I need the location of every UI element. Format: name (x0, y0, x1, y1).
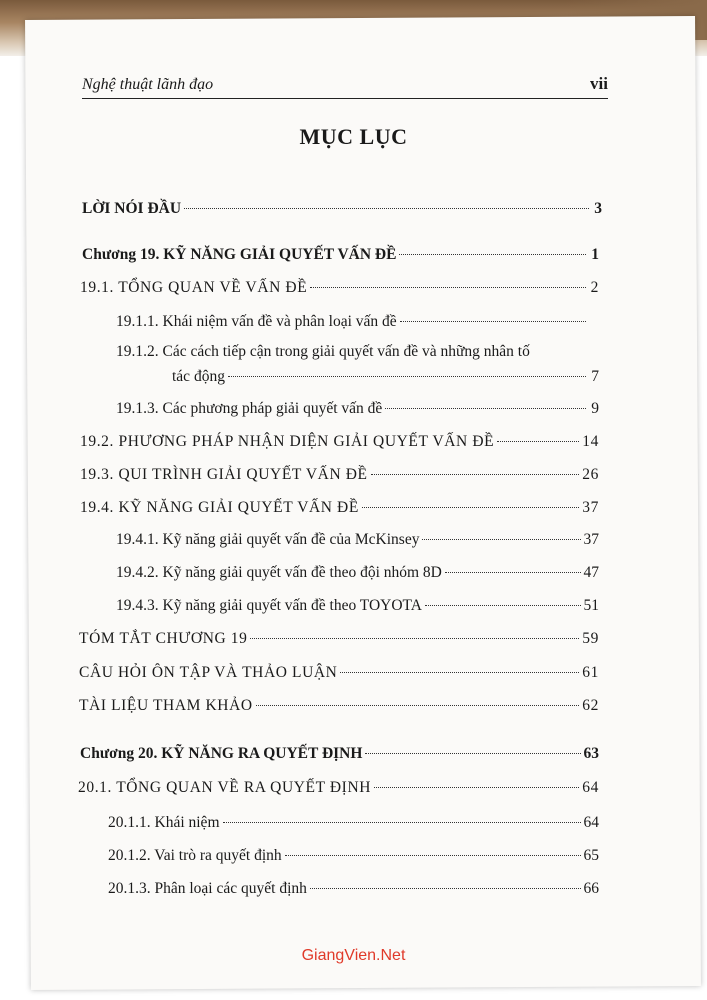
toc-entry-page: 26 (582, 466, 599, 483)
toc-entry-page: 7 (591, 368, 599, 385)
toc-entry-page: 37 (582, 499, 599, 516)
toc-entry-page: 2 (590, 279, 599, 296)
toc-entry-19-4-1[interactable] (116, 531, 599, 549)
leader-dots (223, 821, 581, 823)
toc-entry-19-4-2[interactable] (116, 564, 599, 582)
toc-entry-20-1-3[interactable] (108, 880, 599, 898)
toc-entry-page: 47 (583, 564, 599, 581)
toc-entry-page: 65 (583, 847, 599, 864)
toc-entry-label: 19.1.3. Các phương pháp giải quyết vấn đề (116, 400, 383, 417)
toc-entry-label: 20.1. TỔNG QUAN VỀ RA QUYẾT ĐỊNH (78, 779, 372, 796)
toc-entry-label: 19.1.1. Khái niệm vấn đề và phân loại vấn đề (116, 313, 397, 330)
leader-dots (228, 375, 586, 377)
toc-entry-chapter-19[interactable] (82, 246, 599, 264)
toc-entry-preface[interactable] (82, 200, 602, 218)
toc-entry-page: 64 (583, 814, 599, 831)
leader-dots (362, 506, 579, 508)
leader-dots (399, 253, 586, 255)
toc-entry-19-4[interactable] (80, 499, 599, 517)
toc-entry-19-1-2-line1[interactable]: 19.1.2. Các cách tiếp cận trong giải quyết vấn đề và những nhân tố (116, 343, 530, 360)
toc-entry-20-1[interactable] (78, 779, 599, 797)
toc-entry-label: 19.4.1. Kỹ năng giải quyết vấn đề của McKinsey (116, 531, 420, 548)
toc-entry-label: 19.1. TỔNG QUAN VỀ VẤN ĐỀ (80, 279, 308, 296)
watermark: GiangVien.Net (301, 947, 406, 964)
leader-dots (422, 538, 580, 540)
leader-dots (340, 671, 579, 673)
toc-entry-label: LỜI NÓI ĐẦU (82, 200, 182, 217)
toc-entry-chapter-20[interactable] (80, 745, 599, 763)
running-title: Nghệ thuật lãnh đạo (82, 76, 214, 93)
toc-entry-page: 62 (582, 697, 599, 714)
running-header (82, 74, 608, 99)
leader-dots (445, 571, 581, 573)
leader-dots (285, 854, 581, 856)
leader-dots (250, 637, 579, 639)
toc-entry-19-1-3[interactable] (116, 400, 599, 418)
toc-entry-page: 37 (583, 531, 599, 548)
leader-dots (400, 320, 586, 322)
toc-entry-label: 20.1.2. Vai trò ra quyết định (108, 847, 282, 864)
leader-dots (425, 604, 581, 606)
toc-entry-questions[interactable] (79, 664, 599, 682)
toc-entry-page: 14 (582, 433, 599, 450)
toc-entry-label: 19.4.3. Kỹ năng giải quyết vấn đề theo TOYOTA (116, 597, 422, 614)
toc-entry-label: TÀI LIỆU THAM KHẢO (79, 697, 253, 714)
toc-entry-page: 51 (583, 597, 599, 614)
toc-entry-page: 3 (594, 200, 602, 217)
toc-entry-summary[interactable] (79, 630, 599, 648)
toc-entry-label: TÓM TẮT CHƯƠNG 19 (79, 630, 248, 647)
leader-dots (256, 704, 580, 706)
leader-dots (385, 407, 586, 409)
toc-entry-19-3[interactable] (80, 466, 599, 484)
toc-entry-19-1-1[interactable] (116, 313, 599, 331)
toc-entry-label: 19.4.2. Kỹ năng giải quyết vấn đề theo đội nhóm 8D (116, 564, 442, 581)
toc-entry-label: 19.4. KỸ NĂNG GIẢI QUYẾT VẤN ĐỀ (80, 499, 359, 516)
toc-entry-label: 19.2. PHƯƠNG PHÁP NHẬN DIỆN GIẢI QUYẾT VẤN ĐỀ (80, 433, 495, 450)
toc-entry-label: 19.3. QUI TRÌNH GIẢI QUYẾT VẤN ĐỀ (80, 466, 368, 483)
toc-entry-page: 1 (591, 246, 599, 263)
toc-entry-label: Chương 20. KỸ NĂNG RA QUYẾT ĐỊNH (80, 745, 363, 762)
toc-entry-page: 59 (582, 630, 599, 647)
toc-entry-page: 66 (583, 880, 599, 897)
leader-dots (374, 786, 579, 788)
leader-dots (184, 207, 589, 209)
toc-entry-references[interactable] (79, 697, 599, 715)
toc-entry-label: 20.1.1. Khái niệm (108, 814, 220, 831)
toc-entry-19-1-2[interactable] (172, 368, 599, 386)
toc-entry-page: 63 (583, 745, 599, 762)
toc-entry-page: 9 (591, 400, 599, 417)
toc-entry-20-1-2[interactable] (108, 847, 599, 865)
toc-entry-19-1[interactable] (80, 279, 599, 297)
toc-entry-20-1-1[interactable] (108, 814, 599, 832)
toc-entry-label: CÂU HỎI ÔN TẬP VÀ THẢO LUẬN (79, 664, 338, 681)
toc-entry-label: 20.1.3. Phân loại các quyết định (108, 880, 307, 897)
leader-dots (371, 473, 580, 475)
toc-entry-label: tác động (172, 368, 225, 385)
toc-entry-label: Chương 19. KỸ NĂNG GIẢI QUYẾT VẤN ĐỀ (82, 246, 397, 263)
toc-entry-19-2[interactable] (80, 433, 599, 451)
toc-title: MỤC LỤC (299, 124, 408, 149)
toc-entry-page: 61 (582, 664, 599, 681)
page-number: vii (590, 74, 608, 93)
toc-entry-19-4-3[interactable] (116, 597, 599, 615)
leader-dots (497, 440, 579, 442)
leader-dots (310, 887, 581, 889)
leader-dots (310, 286, 586, 288)
toc-entry-page: 64 (582, 779, 599, 796)
leader-dots (365, 752, 580, 754)
